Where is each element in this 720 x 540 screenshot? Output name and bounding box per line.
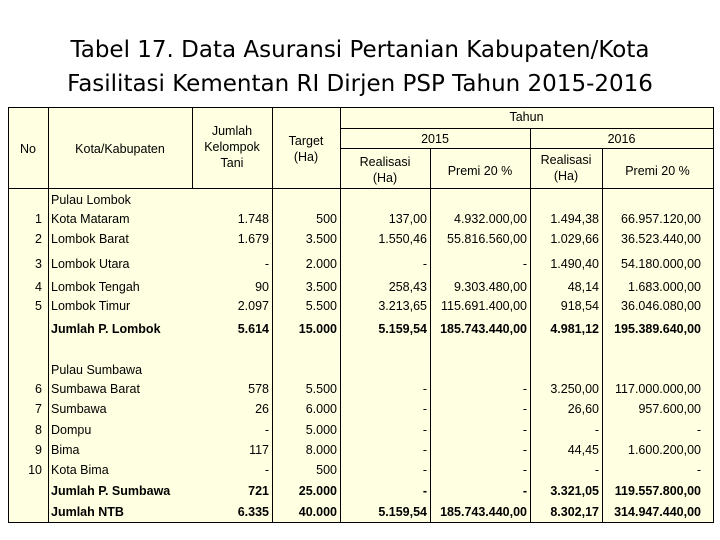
cell-realisasi-2015: 3.213,65 bbox=[378, 299, 427, 313]
cell-premi-2015: - bbox=[522, 402, 527, 416]
cell-kota-kabupaten: Bima bbox=[51, 443, 80, 457]
cell-realisasi-2015: 137,00 bbox=[388, 212, 427, 226]
cell-premi-2016: 36.523.440,00 bbox=[621, 232, 701, 246]
cell-premi-2016: - bbox=[696, 423, 701, 437]
cell-realisasi-2015: - bbox=[422, 443, 427, 457]
cell-no: 6 bbox=[35, 382, 42, 396]
cell-target: 2.000 bbox=[305, 257, 337, 271]
cell-jumlah-kelompok: - bbox=[264, 257, 269, 271]
cell-target: 8.000 bbox=[305, 443, 337, 457]
cell-realisasi-2015: 5.159,54 bbox=[378, 322, 427, 336]
cell-target: 3.500 bbox=[305, 280, 337, 294]
cell-no: 4 bbox=[35, 280, 42, 294]
cell-kota-kabupaten: Kota Mataram bbox=[51, 212, 130, 226]
cell-realisasi-2015: - bbox=[422, 463, 427, 477]
cell-realisasi-2016: - bbox=[594, 423, 599, 437]
cell-target: 500 bbox=[316, 212, 337, 226]
cell-premi-2015: 55.816.560,00 bbox=[447, 232, 527, 246]
cell-realisasi-2015: 5.159,54 bbox=[378, 505, 427, 519]
group-label-lombok: Pulau Lombok bbox=[51, 193, 131, 207]
cell-premi-2016: 957.600,00 bbox=[638, 402, 701, 416]
cell-premi-2016: 117.000.000,00 bbox=[615, 382, 701, 396]
cell-target: 3.500 bbox=[305, 232, 337, 246]
header-realisasi-2016-line-1: Realisasi bbox=[540, 153, 592, 167]
cell-realisasi-2016: 918,54 bbox=[560, 299, 599, 313]
cell-premi-2016: 1.683.000,00 bbox=[628, 280, 701, 294]
cell-no: 9 bbox=[35, 443, 42, 457]
cell-realisasi-2015: - bbox=[422, 423, 427, 437]
cell-kota-kabupaten: Sumbawa bbox=[51, 402, 107, 416]
cell-kota-kabupaten: Sumbawa Barat bbox=[51, 382, 140, 396]
cell-kota-kabupaten: Dompu bbox=[51, 423, 92, 437]
cell-target: 40.000 bbox=[298, 505, 337, 519]
cell-premi-2015: - bbox=[522, 443, 527, 457]
cell-realisasi-2015: - bbox=[422, 382, 427, 396]
cell-realisasi-2016: 8.302,17 bbox=[550, 505, 599, 519]
cell-target: 6.000 bbox=[305, 402, 337, 416]
cell-realisasi-2015: - bbox=[422, 257, 427, 271]
cell-jumlah-kelompok: 721 bbox=[248, 484, 269, 498]
cell-premi-2016: 314.947.440,00 bbox=[614, 505, 701, 519]
header-premi-2016: Premi 20 % bbox=[625, 164, 690, 178]
cell-no: 2 bbox=[35, 232, 42, 246]
cell-jumlah-kelompok: 6.335 bbox=[237, 505, 269, 519]
cell-realisasi-2016: 1.490,40 bbox=[550, 257, 599, 271]
cell-jumlah-kelompok: - bbox=[264, 463, 269, 477]
cell-jumlah-kelompok: 2.097 bbox=[237, 299, 269, 313]
cell-realisasi-2016: 4.981,12 bbox=[550, 322, 599, 336]
cell-premi-2015: 9.303.480,00 bbox=[454, 280, 527, 294]
cell-kota-kabupaten: Kota Bima bbox=[51, 463, 109, 477]
header-jumlah-line-2: Kelompok bbox=[204, 140, 260, 154]
header-year-2015: 2015 bbox=[421, 132, 449, 146]
table-title-line-2: Fasilitasi Kementan RI Dirjen PSP Tahun 2015-2016 bbox=[67, 71, 653, 97]
cell-kota-kabupaten: Lombok Tengah bbox=[51, 280, 140, 294]
cell-kota-kabupaten: Lombok Utara bbox=[51, 257, 130, 271]
cell-realisasi-2015: - bbox=[422, 484, 427, 498]
cell-kota-kabupaten: Lombok Barat bbox=[51, 232, 129, 246]
cell-no: 3 bbox=[35, 257, 42, 271]
cell-realisasi-2016: 26,60 bbox=[567, 402, 599, 416]
cell-no: 8 bbox=[35, 423, 42, 437]
cell-target: 500 bbox=[316, 463, 337, 477]
cell-jumlah-kelompok: 578 bbox=[248, 382, 269, 396]
cell-target: 5.500 bbox=[305, 299, 337, 313]
cell-kota-kabupaten: Jumlah P. Lombok bbox=[51, 322, 161, 336]
cell-jumlah-kelompok: 26 bbox=[255, 402, 269, 416]
header-target-line-1: Target bbox=[288, 134, 324, 148]
cell-jumlah-kelompok: 1.748 bbox=[237, 212, 269, 226]
cell-premi-2016: 36.046.080,00 bbox=[621, 299, 701, 313]
cell-premi-2015: - bbox=[522, 463, 527, 477]
cell-premi-2016: 54.180.000,00 bbox=[621, 257, 701, 271]
cell-realisasi-2016: 44,45 bbox=[567, 443, 599, 457]
header-year-2016: 2016 bbox=[607, 132, 636, 146]
cell-realisasi-2016: 1.029,66 bbox=[550, 232, 599, 246]
header-jumlah-line-3: Tani bbox=[220, 156, 244, 170]
table-title-line-1: Tabel 17. Data Asuransi Pertanian Kabupaten/Kota bbox=[70, 37, 650, 63]
cell-realisasi-2015: - bbox=[422, 402, 427, 416]
cell-jumlah-kelompok: 5.614 bbox=[237, 322, 269, 336]
cell-premi-2016: 1.600.200,00 bbox=[628, 443, 701, 457]
cell-target: 15.000 bbox=[298, 322, 337, 336]
header-realisasi-2015-line-2: (Ha) bbox=[372, 171, 398, 185]
header-realisasi-2015-line-1: Realisasi bbox=[359, 155, 411, 169]
cell-no: 10 bbox=[28, 463, 42, 477]
cell-no: 7 bbox=[35, 402, 42, 416]
cell-premi-2015: 115.691.400,00 bbox=[441, 299, 527, 313]
cell-kota-kabupaten: Jumlah P. Sumbawa bbox=[51, 484, 171, 498]
header-tahun: Tahun bbox=[509, 110, 544, 124]
header-no: No bbox=[20, 142, 36, 156]
cell-premi-2015: 185.743.440,00 bbox=[440, 322, 527, 336]
cell-realisasi-2015: 258,43 bbox=[388, 280, 427, 294]
cell-realisasi-2016: 3.250,00 bbox=[550, 382, 599, 396]
cell-premi-2015: - bbox=[522, 382, 527, 396]
cell-premi-2015: 4.932.000,00 bbox=[454, 212, 527, 226]
cell-realisasi-2016: 3.321,05 bbox=[550, 484, 599, 498]
cell-kota-kabupaten: Jumlah NTB bbox=[51, 505, 124, 519]
cell-realisasi-2016: - bbox=[594, 463, 599, 477]
cell-premi-2016: 195.389.640,00 bbox=[614, 322, 701, 336]
cell-kota-kabupaten: Lombok Timur bbox=[51, 299, 131, 313]
group-label-sumbawa: Pulau Sumbawa bbox=[51, 363, 143, 377]
cell-premi-2016: - bbox=[696, 463, 701, 477]
cell-jumlah-kelompok: 117 bbox=[249, 443, 269, 457]
cell-premi-2015: - bbox=[522, 257, 527, 271]
header-jumlah-line-1: Jumlah bbox=[211, 124, 253, 138]
header-target-line-2: (Ha) bbox=[293, 150, 319, 164]
header-realisasi-2016-line-2: (Ha) bbox=[553, 169, 579, 183]
cell-premi-2016: 119.557.800,00 bbox=[614, 484, 701, 498]
cell-target: 5.500 bbox=[305, 382, 337, 396]
header-kota-kabupaten: Kota/Kabupaten bbox=[75, 142, 165, 156]
cell-realisasi-2016: 48,14 bbox=[567, 280, 599, 294]
cell-target: 5.000 bbox=[305, 423, 337, 437]
cell-jumlah-kelompok: 1.679 bbox=[237, 232, 269, 246]
cell-premi-2016: 66.957.120,00 bbox=[621, 212, 701, 226]
cell-premi-2015: 185.743.440,00 bbox=[440, 505, 527, 519]
cell-premi-2015: - bbox=[522, 484, 527, 498]
cell-premi-2015: - bbox=[522, 423, 527, 437]
header-premi-2015: Premi 20 % bbox=[447, 164, 513, 178]
cell-no: 1 bbox=[35, 212, 42, 226]
cell-realisasi-2016: 1.494,38 bbox=[550, 212, 599, 226]
cell-jumlah-kelompok: - bbox=[264, 423, 269, 437]
cell-realisasi-2015: 1.550,46 bbox=[378, 232, 427, 246]
cell-no: 5 bbox=[35, 299, 42, 313]
cell-jumlah-kelompok: 90 bbox=[255, 280, 269, 294]
cell-target: 25.000 bbox=[298, 484, 337, 498]
